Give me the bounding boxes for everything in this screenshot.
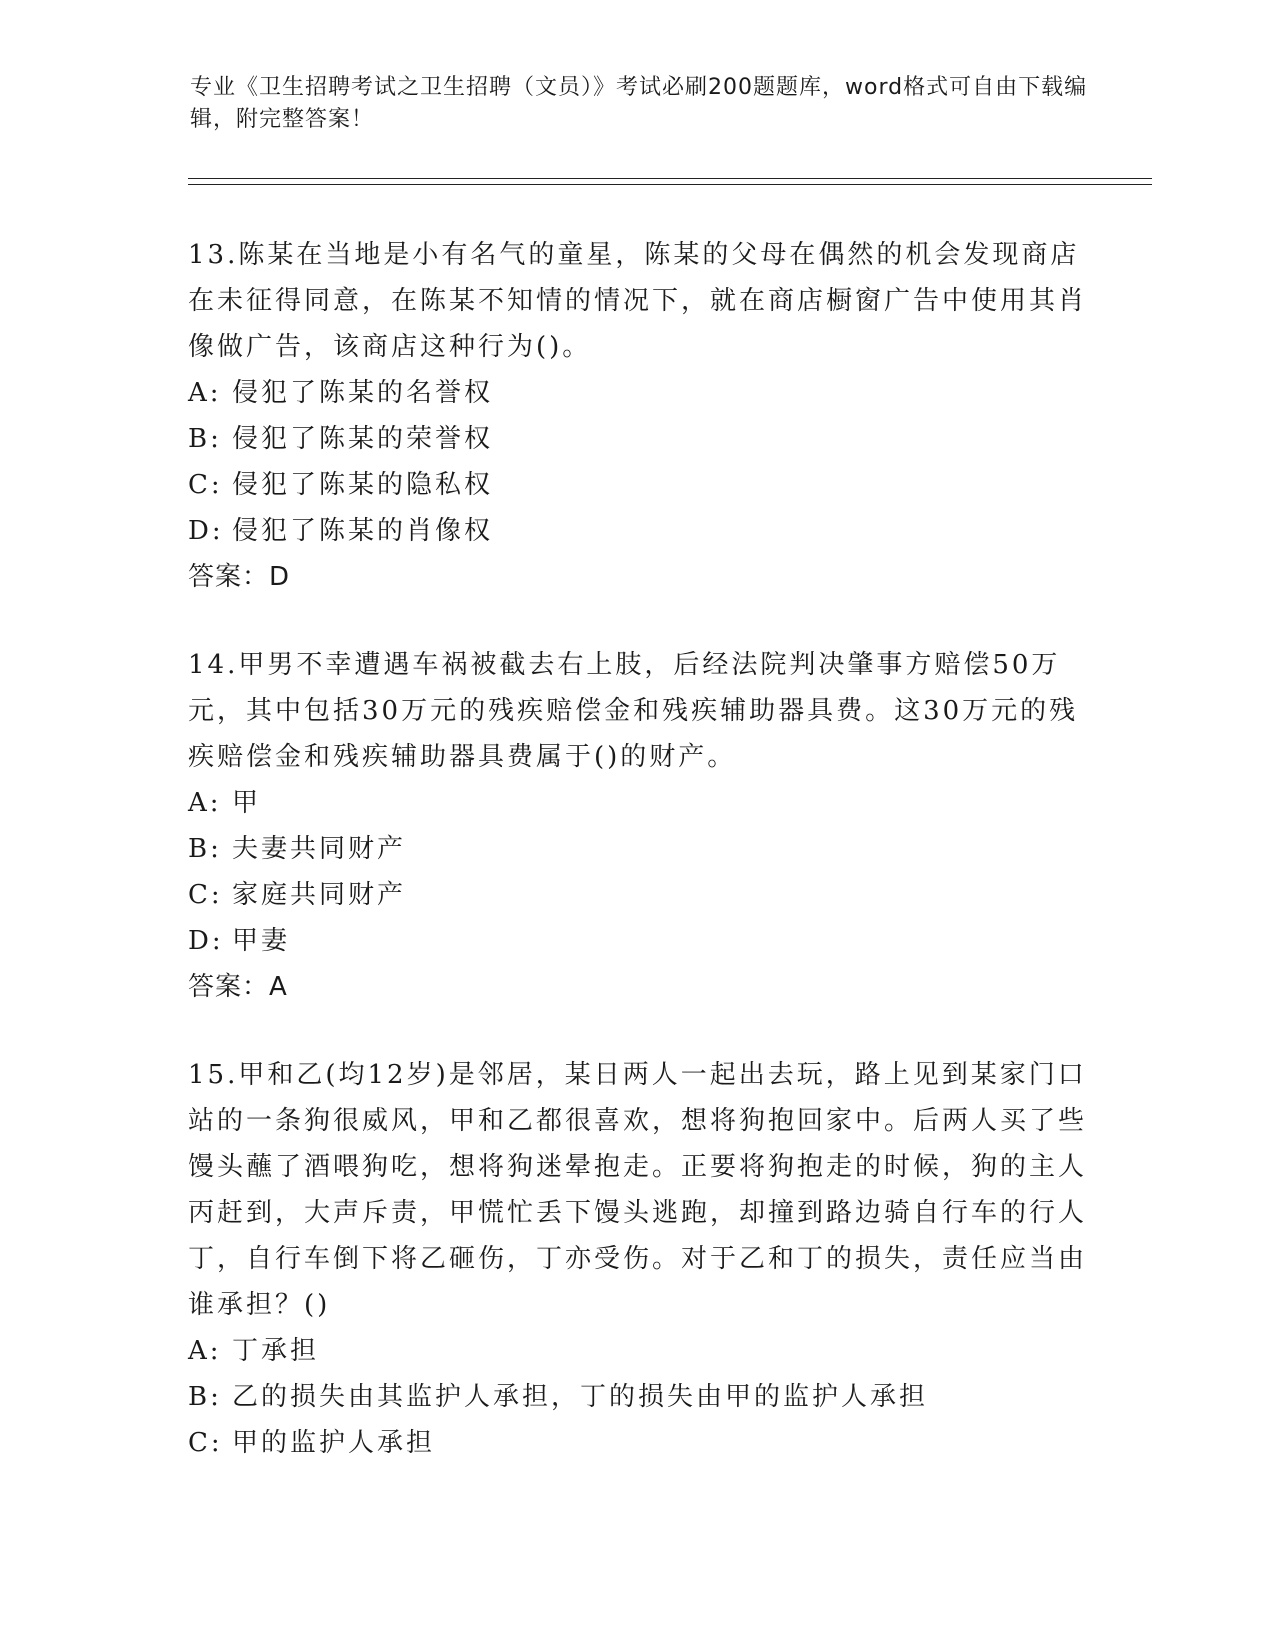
option-letter: B: <box>188 834 222 864</box>
option-text: 甲的监护人承担 <box>232 1428 436 1458</box>
header-divider <box>188 178 1152 185</box>
option-text: 乙的损失由其监护人承担，丁的损失由甲的监护人承担 <box>232 1382 929 1412</box>
option-text: 丁承担 <box>232 1336 320 1366</box>
option-b <box>188 416 1088 462</box>
option-text: 侵犯了陈某的名誉权 <box>232 378 494 408</box>
option-d <box>188 508 1088 554</box>
option-b <box>188 1374 1088 1420</box>
document-header: 专业《卫生招聘考试之卫生招聘（文员）》考试必刷200题题库，word格式可自由下载编辑，附完整答案！ <box>190 75 1088 132</box>
option-letter: D: <box>188 516 224 546</box>
option-c <box>188 1420 1088 1466</box>
option-text: 侵犯了陈某的荣誉权 <box>232 424 494 454</box>
option-letter: C: <box>188 880 223 910</box>
option-letter: A: <box>188 378 222 408</box>
option-d <box>188 918 1088 964</box>
option-c <box>188 872 1088 918</box>
option-text: 家庭共同财产 <box>232 880 407 910</box>
option-text: 侵犯了陈某的肖像权 <box>232 516 494 546</box>
option-text: 甲 <box>232 788 262 818</box>
question-15 <box>188 1052 1088 1466</box>
option-text: 甲妻 <box>232 926 291 956</box>
question-stem: 13.陈某在当地是小有名气的童星，陈某的父母在偶然的机会发现商店在未征得同意，在陈某不知情的情况下，就在商店橱窗广告中使用其肖像做广告，该商店这种行为()。 <box>188 240 1088 362</box>
answer-line: 答案：D <box>188 562 291 592</box>
option-a <box>188 370 1088 416</box>
option-letter: B: <box>188 1382 222 1412</box>
option-letter: C: <box>188 1428 223 1458</box>
question-list <box>188 232 1088 1508</box>
option-letter: B: <box>188 424 222 454</box>
option-letter: C: <box>188 470 223 500</box>
question-14 <box>188 642 1088 1010</box>
option-text: 侵犯了陈某的隐私权 <box>232 470 494 500</box>
answer-line: 答案：A <box>188 972 288 1002</box>
question-13 <box>188 232 1088 600</box>
question-stem: 15.甲和乙(均12岁)是邻居，某日两人一起出去玩，路上见到某家门口站的一条狗很威风，甲和乙都很喜欢，想将狗抱回家中。后两人买了些馒头蘸了酒喂狗吃，想将狗迷晕抱走。正要将狗抱走的时候，狗的主人丙赶到，大声斥责，甲慌忙丢下馒头逃跑，却撞到路边骑自行车的行人丁，自行车倒下将乙砸伤，丁亦受伤。对于乙和丁的损失，责任应当由谁承担？() <box>188 1060 1088 1320</box>
option-text: 夫妻共同财产 <box>232 834 407 864</box>
option-letter: D: <box>188 926 224 956</box>
option-letter: A: <box>188 1336 222 1366</box>
option-a <box>188 1328 1088 1374</box>
option-a <box>188 780 1088 826</box>
option-b <box>188 826 1088 872</box>
question-stem: 14.甲男不幸遭遇车祸被截去右上肢，后经法院判决肇事方赔偿50万元，其中包括30万元的残疾赔偿金和残疾辅助器具费。这30万元的残疾赔偿金和残疾辅助器具费属于()的财产。 <box>188 650 1079 772</box>
option-letter: A: <box>188 788 222 818</box>
option-c <box>188 462 1088 508</box>
